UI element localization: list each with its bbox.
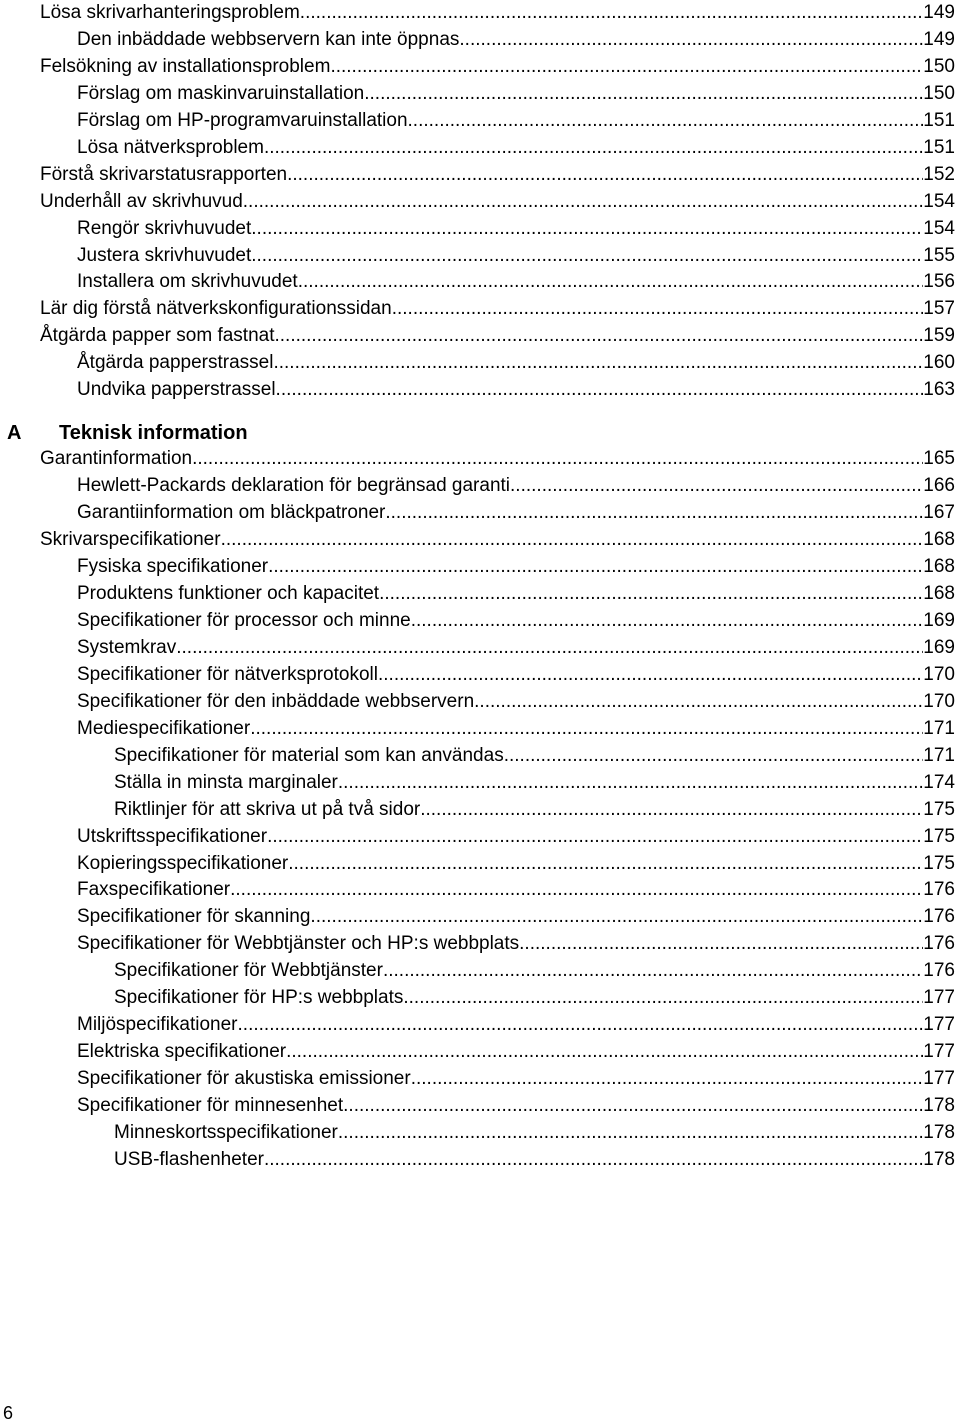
toc-leader-dots [408,109,924,133]
toc-entry[interactable] [77,1094,955,1118]
toc-leader-dots [287,163,923,187]
toc-entry-label: Förslag om HP-programvaruinstallation [77,110,408,131]
toc-entry-page: 170 [923,691,955,712]
toc-leader-dots [274,324,923,348]
toc-entry-label: Förslag om maskinvaruinstallation [77,83,365,104]
toc-entry-label: Felsökning av installationsproblem [40,56,331,77]
toc-entry-label: Underhåll av skrivhuvud [40,191,243,212]
toc-leader-dots [474,690,923,714]
toc-entry-page: 168 [923,529,955,550]
toc-leader-dots [392,297,924,321]
toc-entry-page: 151 [923,110,955,131]
toc-entry-label: Riktlinjer för att skriva ut på två sidor [114,799,421,820]
toc-entry-page: 178 [923,1122,955,1143]
appendix-title: Teknisk information [59,422,248,444]
toc-entry[interactable] [77,609,955,633]
toc-entry-page: 169 [923,610,955,631]
toc-entry-label: Installera om skrivhuvudet [77,271,298,292]
toc-entry-label: Elektriska specifikationer [77,1041,287,1062]
toc-leader-dots [338,771,923,795]
toc-entry[interactable] [77,663,955,687]
toc-entry[interactable] [77,825,955,849]
toc-leader-dots [273,351,923,375]
toc-entry[interactable] [40,55,955,79]
toc-leader-dots [383,959,923,983]
toc-entry[interactable] [77,555,955,579]
toc-leader-dots [268,555,923,579]
toc-leader-dots [420,798,923,822]
toc-entry-label: Produktens funktioner och kapacitet [77,583,380,604]
toc-entry[interactable] [77,690,955,714]
toc-entry-label: Utskriftsspecifikationer [77,826,268,847]
toc-entry[interactable] [40,324,955,348]
toc-entry[interactable] [114,986,955,1010]
toc-entry[interactable] [114,798,955,822]
toc-entry-page: 176 [923,879,955,900]
toc-leader-dots [504,744,924,768]
toc-entry[interactable] [77,474,955,498]
toc-entry-page: 159 [923,325,955,346]
toc-entry-page: 178 [923,1149,955,1170]
toc-entry[interactable] [40,447,955,471]
toc-entry-label: Förstå skrivarstatusrapporten [40,164,288,185]
toc-entry-label: Minneskortsspecifikationer [114,1122,338,1143]
toc-entry-label: Kopieringsspecifikationer [77,853,289,874]
toc-entry[interactable] [77,1067,955,1091]
toc-entry[interactable] [77,270,955,294]
toc-leader-dots [298,270,924,294]
toc-leader-dots [403,986,923,1010]
toc-entry-page: 177 [923,1014,955,1035]
toc-entry-label: Hewlett-Packards deklaration för begränsad garanti [77,475,511,496]
toc-entry-label: Den inbäddade webbservern kan inte öppnas [77,29,460,50]
toc-entry-page: 152 [923,164,955,185]
toc-leader-dots [310,905,923,929]
toc-leader-dots [364,82,923,106]
toc-leader-dots [221,528,924,552]
toc-leader-dots [192,447,923,471]
toc-entry[interactable] [77,501,955,525]
toc-entry-label: Specifikationer för minnesenhet [77,1095,344,1116]
toc-entry-page: 168 [923,583,955,604]
toc-entry[interactable] [77,1040,955,1064]
toc-entry-label: Lär dig förstå nätverkskonfigurationssidan [40,298,392,319]
toc-leader-dots [459,28,923,52]
toc-leader-dots [251,217,923,241]
appendix-letter: A [7,422,22,444]
toc-entry-page: 175 [923,826,955,847]
toc-entry-page: 157 [923,298,955,319]
toc-entry-label: Specifikationer för Webbtjänster och HP:s webbplats [77,933,520,954]
toc-entry-label: Skrivarspecifikationer [40,529,221,550]
toc-entry[interactable] [77,582,955,606]
toc-entry-label: Lösa nätverksproblem [77,137,264,158]
toc-entry-label: Specifikationer för skanning [77,906,311,927]
toc-leader-dots [379,582,923,606]
toc-entry-page: 175 [923,799,955,820]
toc-leader-dots [510,474,923,498]
toc-entry[interactable] [77,244,955,268]
toc-entry-page: 170 [923,664,955,685]
toc-leader-dots [300,1,924,25]
toc-leader-dots [230,878,923,902]
appendix-heading [0,420,960,446]
toc-entry-label: Systemkrav [77,637,177,658]
toc-entry-label: Specifikationer för HP:s webbplats [114,987,404,1008]
toc-entry[interactable] [77,28,955,52]
toc-entry-label: Fysiska specifikationer [77,556,269,577]
toc-entry[interactable] [40,1,955,25]
toc-leader-dots [176,636,923,660]
toc-entry-label: Specifikationer för Webbtjänster [114,960,383,981]
toc-leader-dots [338,1121,923,1145]
toc-leader-dots [264,136,923,160]
toc-entry[interactable] [40,528,955,552]
toc-entry-page: 166 [923,475,955,496]
toc-entry-label: Garantinformation [40,448,193,469]
toc-entry[interactable] [77,852,955,876]
toc-entry[interactable] [77,378,955,402]
toc-entry-page: 177 [923,1041,955,1062]
toc-entry[interactable] [114,771,955,795]
toc-entry[interactable] [77,82,955,106]
toc-entry-page: 178 [923,1095,955,1116]
toc-entry[interactable] [77,217,955,241]
toc-entry-page: 176 [923,906,955,927]
toc-entry-page: 155 [923,245,955,266]
toc-leader-dots [519,932,923,956]
toc-leader-dots [411,1067,924,1091]
toc-leader-dots [385,501,923,525]
toc-entry-label: Faxspecifikationer [77,879,231,900]
toc-entry[interactable] [114,1148,955,1172]
toc-entry-page: 174 [923,772,955,793]
toc-leader-dots [276,378,924,402]
toc-entry-page: 171 [923,718,955,739]
toc-entry-label: USB-flashenheter [114,1149,264,1170]
toc-leader-dots [251,244,923,268]
toc-entry-label: Specifikationer för akustiska emissioner [77,1068,411,1089]
toc-entry-page: 177 [923,987,955,1008]
toc-entry-page: 176 [923,960,955,981]
toc-entry-page: 177 [923,1068,955,1089]
toc-entry[interactable] [77,351,955,375]
toc-entry[interactable] [77,878,955,902]
toc-entry-page: 175 [923,853,955,874]
toc-entry[interactable] [77,109,955,133]
toc-entry-label: Lösa skrivarhanteringsproblem [40,2,300,23]
toc-entry-page: 156 [923,271,955,292]
toc-entry-page: 160 [923,352,955,373]
toc-entry[interactable] [77,932,955,956]
toc-leader-dots [330,55,923,79]
toc-entry[interactable] [114,959,955,983]
toc-entry-label: Ställa in minsta marginaler [114,772,338,793]
toc-entry-page: 169 [923,637,955,658]
toc-entry-label: Garantiinformation om bläckpatroner [77,502,386,523]
toc-entry[interactable] [114,744,955,768]
toc-entry-page: 150 [923,83,955,104]
toc-entry[interactable] [40,163,955,187]
toc-entry-label: Specifikationer för den inbäddade webbservern [77,691,475,712]
page-number: 6 [3,1403,14,1423]
toc-entry-label: Specifikationer för nätverksprotokoll [77,664,378,685]
toc-entry-label: Rengör skrivhuvudet [77,218,252,239]
toc-leader-dots [238,1013,924,1037]
toc-entry-page: 154 [923,191,955,212]
toc-entry-page: 165 [923,448,955,469]
toc-entry[interactable] [114,1121,955,1145]
toc-entry-label: Undvika papperstrassel [77,379,276,400]
toc-entry-page: 149 [923,2,955,23]
toc-entry[interactable] [77,136,955,160]
toc-leader-dots [286,1040,923,1064]
toc-leader-dots [288,852,923,876]
toc-entry-label: Specifikationer för processor och minne [77,610,411,631]
toc-entry[interactable] [40,190,955,214]
toc-leader-dots [343,1094,923,1118]
toc-entry[interactable] [77,636,955,660]
toc-leader-dots [411,609,924,633]
toc-entry-label: Miljöspecifikationer [77,1014,238,1035]
toc-entry-label: Specifikationer för material som kan användas [114,745,504,766]
toc-leader-dots [267,825,923,849]
toc-entry[interactable] [77,905,955,929]
toc-entry-page: 171 [923,745,955,766]
toc-entry[interactable] [40,297,955,321]
toc-entry-page: 167 [923,502,955,523]
toc-leader-dots [378,663,923,687]
toc-leader-dots [243,190,924,214]
toc-entry-label: Justera skrivhuvudet [77,245,252,266]
toc-entry-page: 151 [923,137,955,158]
toc-leader-dots [250,717,923,741]
toc-entry[interactable] [77,717,955,741]
toc-entry-label: Åtgärda papper som fastnat [40,325,275,346]
toc-leader-dots [264,1148,923,1172]
toc-entry[interactable] [77,1013,955,1037]
toc-entry-page: 168 [923,556,955,577]
toc-entry-page: 163 [923,379,955,400]
toc-entry-label: Mediespecifikationer [77,718,251,739]
toc-entry-page: 149 [923,29,955,50]
toc-entry-page: 176 [923,933,955,954]
toc-entry-label: Åtgärda papperstrassel [77,352,274,373]
toc-entry-page: 150 [923,56,955,77]
toc-entry-page: 154 [923,218,955,239]
